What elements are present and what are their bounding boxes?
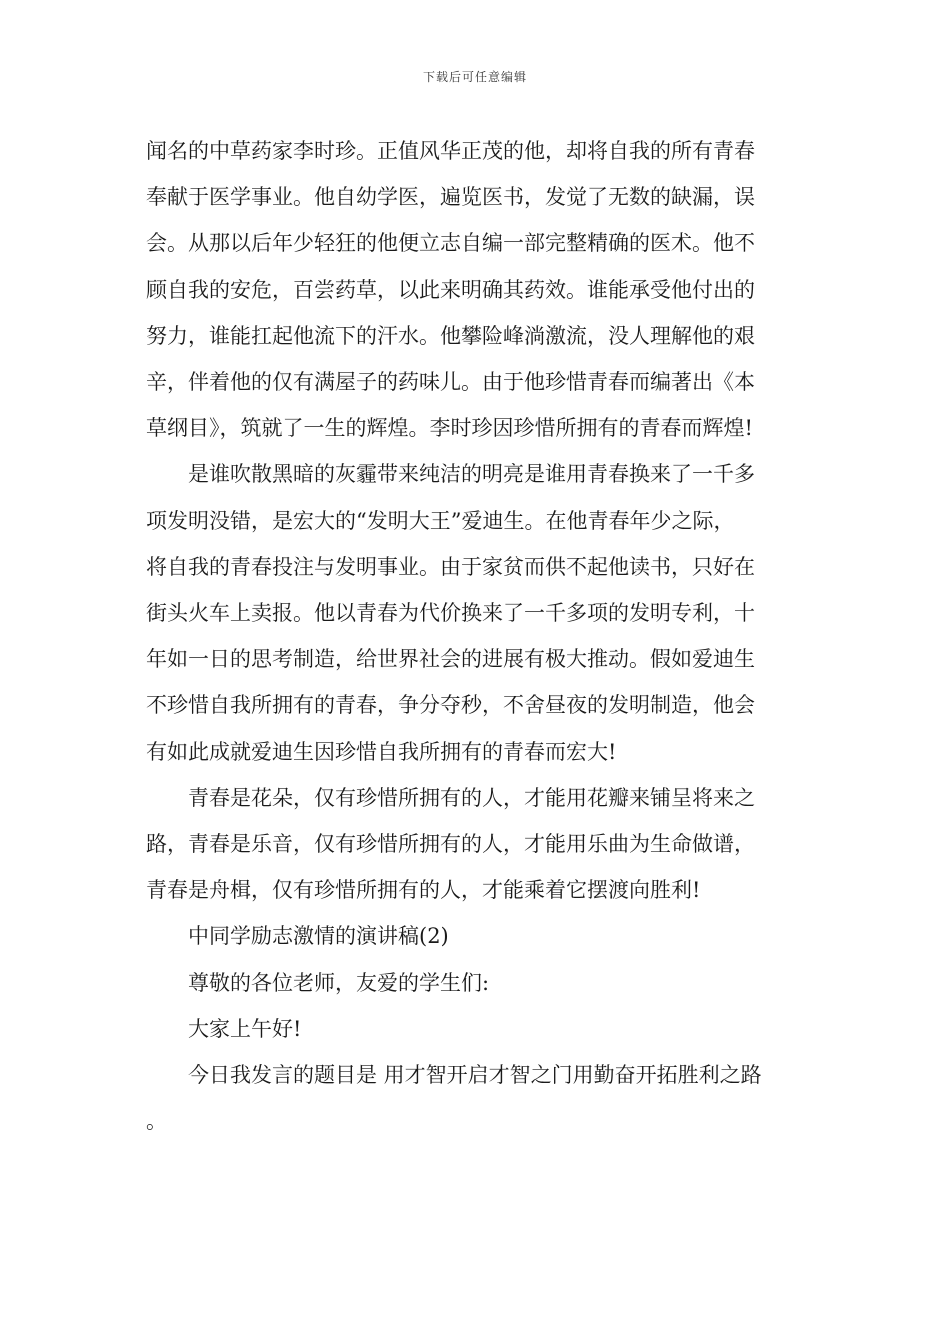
speech-title: 中同学励志激情的演讲稿(2): [188, 924, 449, 949]
text-line: 路，青春是乐音，仅有珍惜所拥有的人，才能用乐曲为生命做谱，: [146, 832, 755, 857]
text-line: 青春是花朵，仅有珍惜所拥有的人，才能用花瓣来铺呈将来之: [188, 785, 755, 810]
page-header: 下载后可任意编辑: [422, 70, 527, 84]
paragraph-li-shizhen: [146, 128, 810, 451]
text-line: 青春是舟楫，仅有珍惜所拥有的人，才能乘着它摆渡向胜利!: [146, 878, 701, 903]
text-line: 会。从那以后年少轻狂的他便立志自编一部完整精确的医术。他不: [146, 231, 755, 256]
text-line: 闻名的中草药家李时珍。正值风华正茂的他，却将自我的所有青春: [146, 139, 755, 163]
speech-hello: 大家上午好!: [188, 1016, 302, 1041]
paragraph-edison: [146, 451, 810, 774]
text-line: 草纲目》，筑就了一生的辉煌。李时珍因珍惜所拥有的青春而辉煌!: [146, 416, 753, 441]
text-line: 将自我的青春投注与发明事业。由于家贫而供不起他读书，只好在: [146, 554, 755, 579]
text-line: 年如一日的思考制造，给世界社会的进展有极大推动。假如爱迪生: [146, 647, 755, 672]
text-line: 不珍惜自我所拥有的青春，争分夺秒，不舍昼夜的发明制造，他会: [146, 693, 755, 718]
paragraph-youth: [146, 775, 810, 914]
speech-greeting: 尊敬的各位老师，友爱的学生们:: [188, 970, 490, 995]
text-line: 辛，伴着他的仅有满屋子的药味儿。由于他珍惜青春而编著出《本: [146, 370, 755, 395]
text-line: 街头火车上卖报。他以青春为代价换来了一千多项的发明专利，十: [146, 601, 755, 626]
text-line: 项发明没错，是宏大的“发明大王”爱迪生。在他青春年少之际，: [146, 508, 735, 533]
text-line: 顾自我的安危，百尝药草，以此来明确其药效。谁能承受他付出的: [146, 277, 755, 302]
text-line: 努力，谁能扛起他流下的汗水。他攀险峰淌激流，没人理解他的艰: [146, 323, 755, 348]
document-body: [146, 128, 810, 1144]
speech-topic: 今日我发言的题目是 用才智开启才智之门用勤奋开拓胜利之路: [188, 1063, 762, 1088]
text-line: 是谁吹散黑暗的灰霾带来纯洁的明亮是谁用青春换来了一千多: [188, 462, 755, 487]
text-line: 奉献于医学事业。他自幼学医，遍览医书，发觉了无数的缺漏，误: [146, 185, 755, 210]
speech-topic-end: 。: [146, 1109, 167, 1134]
text-line: 有如此成就爱迪生因珍惜自我所拥有的青春而宏大!: [146, 739, 617, 764]
